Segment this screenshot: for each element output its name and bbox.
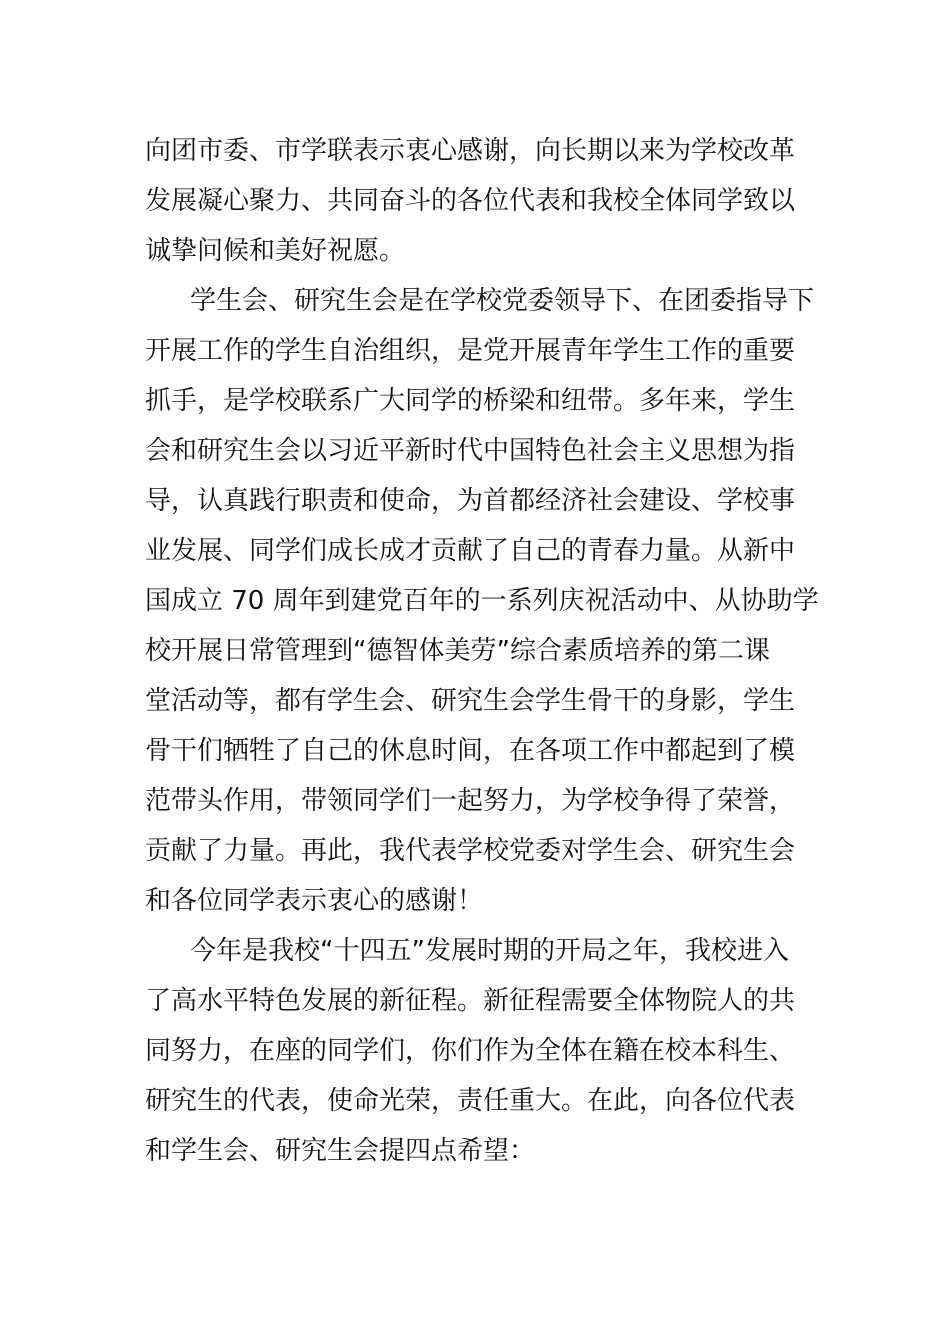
text-line: 向团市委、市学联表示衷心感谢，向长期以来为学校改革	[145, 136, 796, 166]
text-line: 堂活动等，都有学生会、研究生会学生骨干的身影，学生	[145, 686, 796, 716]
text-line: 导，认真践行职责和使命，为首都经济社会建设、学校事	[145, 486, 796, 516]
text-line: 骨干们牺牲了自己的休息时间，在各项工作中都起到了模	[145, 736, 796, 766]
text-line: 会和研究生会以习近平新时代中国特色社会主义思想为指	[145, 436, 796, 466]
paragraph-2	[145, 276, 819, 926]
text-line-first: 今年是我校“十四五”发展时期的开局之年，我校进入	[190, 936, 789, 966]
text-line: 业发展、同学们成长成才贡献了自己的青春力量。从新中	[145, 536, 796, 566]
text-line: 贡献了力量。再此，我代表学校党委对学生会、研究生会	[145, 836, 796, 866]
text-line: 国成立 70 周年到建党百年的一系列庆祝活动中、从协助学	[145, 586, 819, 616]
text-line: 和各位同学表示衷心的感谢！	[145, 886, 484, 916]
text-line: 同努力，在座的同学们，你们作为全体在籍在校本科生、	[145, 1036, 796, 1066]
text-line: 研究生的代表，使命光荣，责任重大。在此，向各位代表	[145, 1086, 796, 1116]
text-line: 诚挚问候和美好祝愿。	[145, 236, 406, 266]
text-line: 范带头作用，带领同学们一起努力，为学校争得了荣誉，	[145, 786, 796, 816]
paragraph-3	[145, 926, 807, 1176]
document-body	[145, 126, 819, 1176]
text-line: 校开展日常管理到“德智体美劳”综合素质培养的第二课	[145, 636, 770, 666]
text-line: 发展凝心聚力、共同奋斗的各位代表和我校全体同学致以	[145, 186, 796, 216]
text-line: 和学生会、研究生会提四点希望：	[145, 1136, 536, 1166]
text-line-first: 学生会、研究生会是在学校党委领导下、在团委指导下	[190, 286, 815, 316]
text-line: 了高水平特色发展的新征程。新征程需要全体物院人的共	[145, 986, 796, 1016]
text-line: 开展工作的学生自治组织，是党开展青年学生工作的重要	[145, 336, 796, 366]
text-line: 抓手，是学校联系广大同学的桥梁和纽带。多年来，学生	[145, 386, 796, 416]
paragraph-1	[145, 126, 807, 276]
